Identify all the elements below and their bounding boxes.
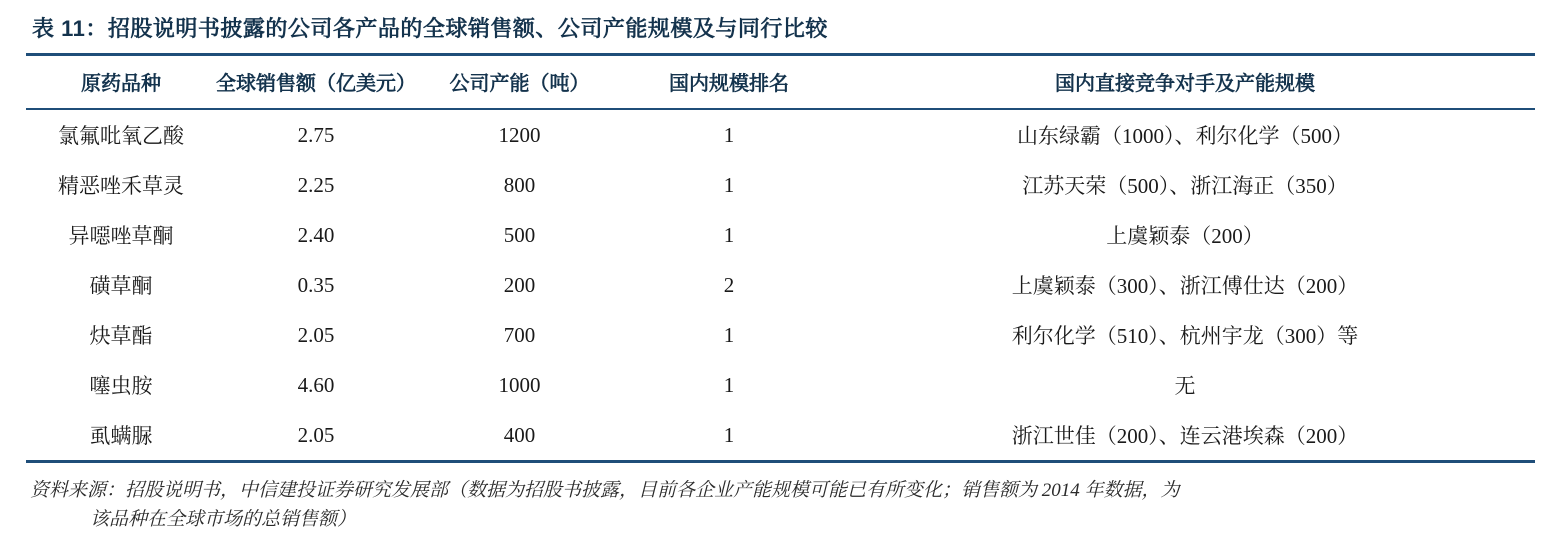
column-header-competitors: 国内直接竞争对手及产能规模	[1055, 73, 1315, 95]
page-title: 表 11：招股说明书披露的公司各产品的全球销售额、公司产能规模及与同行比较	[32, 16, 828, 41]
cell-capacity: 800	[503, 172, 536, 197]
cell-global-sales: 4.60	[297, 372, 335, 397]
cell-rank: 1	[723, 222, 735, 247]
cell-rank: 1	[723, 122, 735, 147]
cell-rank: 1	[723, 372, 735, 397]
cell-rank: 1	[723, 422, 735, 447]
cell-global-sales: 2.05	[297, 322, 335, 347]
cell-competitors: 上虞颖泰（300）、浙江傅仕达（200）	[1011, 274, 1359, 298]
data-table-body	[26, 110, 1535, 460]
cell-rank: 1	[723, 322, 735, 347]
cell-product: 磺草酮	[89, 274, 153, 298]
table-row	[26, 110, 1535, 160]
table-header	[26, 56, 1535, 108]
cell-product: 异噁唑草酮	[68, 224, 174, 248]
cell-global-sales: 2.40	[297, 222, 335, 247]
table-row	[26, 210, 1535, 260]
column-header-global-sales: 全球销售额（亿美元）	[216, 73, 416, 95]
table-row	[26, 360, 1535, 410]
table-row	[26, 410, 1535, 460]
source-line-1: 资料来源：招股说明书，中信建投证券研究发展部（数据为招股书披露，目前各企业产能规模可能已有所变化；销售额为 2014 年数据，为	[30, 480, 1180, 501]
cell-competitors: 利尔化学（510）、杭州宇龙（300）等	[1011, 324, 1359, 348]
cell-product: 精恶唑禾草灵	[58, 174, 184, 198]
cell-rank: 2	[723, 272, 735, 297]
cell-capacity: 1000	[498, 372, 541, 397]
header-row	[26, 56, 1535, 108]
cell-competitors: 上虞颖泰（200）	[1106, 224, 1264, 248]
cell-global-sales: 2.75	[297, 122, 335, 147]
cell-product: 虱螨脲	[89, 424, 153, 448]
cell-capacity: 1200	[498, 122, 541, 147]
column-header-product: 原药品种	[81, 73, 161, 95]
cell-product: 炔草酯	[89, 324, 153, 348]
cell-global-sales: 2.05	[297, 422, 335, 447]
table-row	[26, 160, 1535, 210]
cell-global-sales: 0.35	[297, 272, 335, 297]
source-line-2: 该品种在全球市场的总销售额）	[90, 509, 357, 531]
column-header-rank: 国内规模排名	[669, 73, 789, 95]
cell-competitors: 无	[1174, 374, 1196, 398]
cell-product: 噻虫胺	[89, 374, 153, 398]
cell-product: 氯氟吡氧乙酸	[58, 124, 184, 148]
table-row	[26, 260, 1535, 310]
column-header-capacity: 公司产能（吨）	[449, 73, 590, 95]
cell-global-sales: 2.25	[297, 172, 335, 197]
cell-competitors: 山东绿霸（1000）、利尔化学（500）	[1017, 124, 1353, 148]
source-note	[26, 463, 1535, 535]
cell-capacity: 500	[503, 222, 536, 247]
table-row	[26, 310, 1535, 360]
cell-capacity: 400	[503, 422, 536, 447]
cell-competitors: 江苏天荣（500）、浙江海正（350）	[1022, 174, 1348, 198]
cell-rank: 1	[723, 172, 735, 197]
cell-capacity: 200	[503, 272, 536, 297]
data-table	[26, 56, 1535, 108]
cell-competitors: 浙江世佳（200）、连云港埃森（200）	[1011, 424, 1359, 448]
cell-capacity: 700	[503, 322, 536, 347]
